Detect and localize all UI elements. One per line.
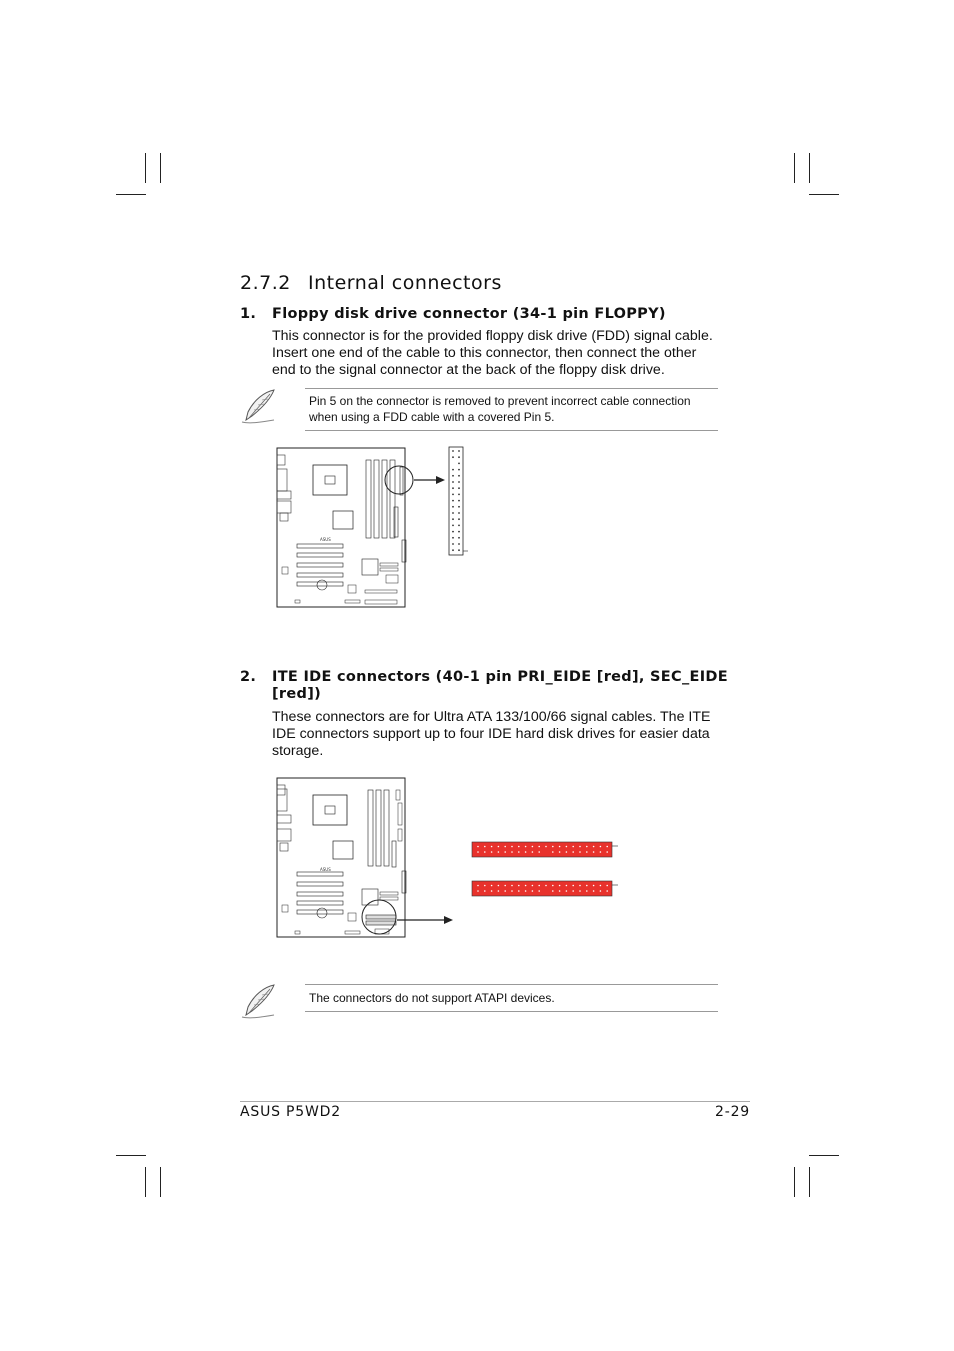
- ide-pin: [498, 885, 500, 887]
- ide-pin: [552, 890, 554, 892]
- ide-pin: [491, 885, 493, 887]
- ide-pin: [586, 885, 588, 887]
- floppy-pin: [452, 475, 454, 477]
- floppy-pin: [458, 512, 460, 514]
- floppy-pin: [458, 531, 460, 533]
- item-2-heading-line2: [red]): [272, 686, 322, 702]
- floppy-pin: [452, 518, 454, 520]
- ide-pin: [538, 851, 540, 853]
- ide-pin: [525, 846, 527, 848]
- ide-pin: [566, 851, 568, 853]
- ide-pin: [606, 885, 608, 887]
- ide-pin: [532, 846, 534, 848]
- ide-pin: [593, 851, 595, 853]
- ide-pin: [600, 851, 602, 853]
- item-2-body: These connectors are for Ultra ATA 133/100/66 signal cables. The ITE IDE connectors support up to four IDE hard disk drives for easier data storage.: [272, 709, 711, 759]
- ide-pin: [477, 890, 479, 892]
- floppy-pin: [452, 494, 454, 496]
- ide-pin: [498, 851, 500, 853]
- ide-pin: [552, 851, 554, 853]
- ide-pin: [586, 890, 588, 892]
- floppy-connector-diagram: [446, 446, 470, 558]
- item-2-title: ITE IDE connectors (40-1 pin PRI_EIDE [red], SEC_EIDE: [272, 669, 728, 685]
- floppy-pin: [458, 475, 460, 477]
- ide-pin: [579, 846, 581, 848]
- ide-pin: [600, 890, 602, 892]
- floppy-pin: [458, 450, 460, 452]
- floppy-pin: [452, 525, 454, 527]
- ide-pin: [484, 846, 486, 848]
- sec-eide-connector: [472, 881, 612, 896]
- ide-pin: [600, 846, 602, 848]
- ide-pin: [511, 885, 513, 887]
- ide-pin: [566, 890, 568, 892]
- item-1-note: Pin 5 on the connector is removed to prevent incorrect cable connection when using a FDD cable with a covered Pin 5.: [305, 388, 718, 431]
- ide-pin: [559, 890, 561, 892]
- ide-pin: [525, 885, 527, 887]
- ide-pin: [477, 885, 479, 887]
- section-number: 2.7.2: [240, 272, 291, 294]
- ide-pin: [538, 890, 540, 892]
- item-1-heading: [240, 306, 666, 322]
- ide-pin: [511, 890, 513, 892]
- item-2-number: 2.: [240, 669, 257, 685]
- ide-pin: [566, 885, 568, 887]
- floppy-pin: [452, 469, 454, 471]
- svg-text:ASUS: ASUS: [320, 537, 331, 542]
- ide-pin: [504, 846, 506, 848]
- floppy-pin: [452, 543, 454, 545]
- ide-pin: [491, 890, 493, 892]
- section-heading: [240, 272, 502, 294]
- item-1-number: 1.: [240, 306, 257, 322]
- ide-pin: [572, 851, 574, 853]
- floppy-pin: [452, 512, 454, 514]
- floppy-pin: [458, 456, 460, 458]
- ide-pin: [538, 846, 540, 848]
- floppy-pin: [452, 456, 454, 458]
- ide-pin: [593, 846, 595, 848]
- footer-product: ASUS P5WD2: [240, 1104, 341, 1120]
- ide-pin: [518, 885, 520, 887]
- ide-pin: [552, 846, 554, 848]
- ide-pin: [586, 851, 588, 853]
- floppy-pin: [452, 506, 454, 508]
- ide-pin: [491, 851, 493, 853]
- ide-pin: [572, 846, 574, 848]
- floppy-pin: [452, 481, 454, 483]
- floppy-pin: [458, 481, 460, 483]
- svg-text:ASUS: ASUS: [320, 867, 331, 872]
- floppy-pin: [458, 543, 460, 545]
- item-2-heading: [240, 669, 728, 685]
- ide-pin: [498, 890, 500, 892]
- ide-pin: [552, 885, 554, 887]
- ide-pin: [579, 890, 581, 892]
- floppy-pin: [458, 463, 460, 465]
- ide-pin: [579, 885, 581, 887]
- ide-pin: [593, 885, 595, 887]
- ide-pin: [518, 851, 520, 853]
- ide-pin: [477, 851, 479, 853]
- ide-pin: [545, 885, 547, 887]
- ide-pin: [504, 885, 506, 887]
- footer-rule: [240, 1101, 750, 1102]
- floppy-pin: [452, 549, 454, 551]
- ide-pin: [600, 885, 602, 887]
- floppy-pin: [458, 469, 460, 471]
- ide-pin: [572, 890, 574, 892]
- ide-pin: [511, 851, 513, 853]
- ide-pin: [559, 846, 561, 848]
- ide-pin: [484, 890, 486, 892]
- ide-pin: [545, 846, 547, 848]
- ide-pin: [586, 846, 588, 848]
- motherboard-diagram: [270, 775, 470, 941]
- ide-pin: [532, 885, 534, 887]
- floppy-pin: [458, 549, 460, 551]
- ide-pin: [579, 851, 581, 853]
- ide-pin: [532, 890, 534, 892]
- floppy-pin: [452, 487, 454, 489]
- ide-pin: [484, 851, 486, 853]
- floppy-pin: [452, 450, 454, 452]
- ide-pin: [566, 846, 568, 848]
- ide-pin: [518, 846, 520, 848]
- floppy-pin: [458, 494, 460, 496]
- feather-pen-note-icon: [240, 983, 278, 1021]
- ide-pin: [606, 890, 608, 892]
- ide-pin: [538, 885, 540, 887]
- ide-pin: [606, 851, 608, 853]
- floppy-pin: [452, 537, 454, 539]
- floppy-pin: [458, 506, 460, 508]
- ide-pin: [572, 885, 574, 887]
- ide-pin: [491, 846, 493, 848]
- pri-eide-connector: [472, 842, 612, 857]
- ide-pin: [606, 846, 608, 848]
- ide-pin: [525, 851, 527, 853]
- ide-pin: [593, 890, 595, 892]
- ide-connector-diagram: [468, 838, 620, 900]
- feather-pen-note-icon: [240, 388, 278, 426]
- ide-pin: [477, 846, 479, 848]
- ide-pin: [525, 890, 527, 892]
- ide-pin: [532, 851, 534, 853]
- item-1-title: Floppy disk drive connector (34-1 pin FLOPPY): [272, 306, 666, 322]
- floppy-pin: [458, 518, 460, 520]
- ide-pin: [518, 890, 520, 892]
- item-1-body: This connector is for the provided floppy disk drive (FDD) signal cable. Insert one end of the cable to this connector, then connect the other end to the signal connector at the back of the floppy disk drive.: [272, 328, 713, 378]
- footer-page-number: 2-29: [715, 1104, 750, 1120]
- floppy-pin: [458, 537, 460, 539]
- ide-pin: [559, 885, 561, 887]
- item-2-note: The connectors do not support ATAPI devices.: [305, 984, 718, 1012]
- floppy-pin: [458, 500, 460, 502]
- floppy-pin: [452, 500, 454, 502]
- ide-pin: [504, 890, 506, 892]
- section-title: Internal connectors: [308, 272, 502, 294]
- ide-pin: [511, 846, 513, 848]
- ide-pin: [559, 851, 561, 853]
- ide-pin: [504, 851, 506, 853]
- floppy-pin: [452, 531, 454, 533]
- ide-pin: [484, 885, 486, 887]
- floppy-pin: [458, 487, 460, 489]
- ide-pin: [498, 846, 500, 848]
- floppy-pin: [458, 525, 460, 527]
